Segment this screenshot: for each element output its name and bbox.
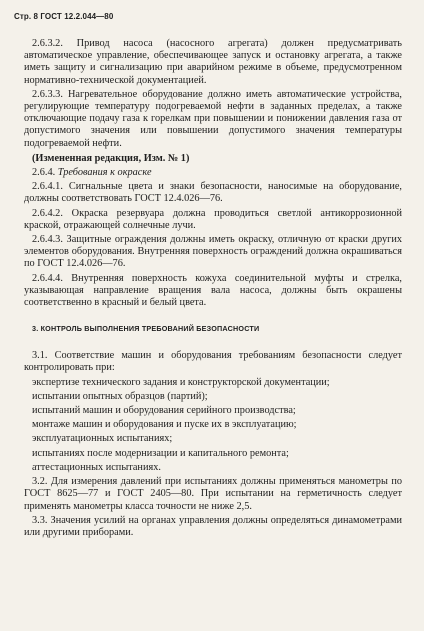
paragraph-3-2: 3.2. Для измерения давлений при испытаниях должны применяться манометры по ГОСТ 8625—77 и ГОСТ 2405—80. При испытании на герметичность следует применять манометры класса точности не ниже 2,5. — [24, 476, 402, 512]
section-title-3: 3. КОНТРОЛЬ ВЫПОЛНЕНИЯ ТРЕБОВАНИЙ БЕЗОПАСНОСТИ — [32, 324, 260, 334]
list-item: эксплуатационных испытаниях; — [32, 433, 173, 445]
list-item: экспертизе технического задания и конструкторской документации; — [32, 376, 330, 388]
paragraph-2-6-4-1: 2.6.4.1. Сигнальные цвета и знаки безопасности, наносимые на оборудование, должны соответствовать ГОСТ 12.4.026—76. — [24, 181, 402, 205]
paragraph-2-6-3-2: 2.6.3.2. Привод насоса (насосного агрегата) должен предусматривать автоматическое управление, обеспечивающее запуск и остановку агрегата, а также иметь защиту и сигнализацию при аварийном режиме в объеме, предусмотренном нормативно-технической документацией. — [24, 38, 402, 86]
paragraph-3-3: 3.3. Значения усилий на органах управления должны определяться динамометрами или другими приборами. — [24, 514, 402, 538]
subsection-number: 2.6.4. — [32, 167, 56, 179]
amendment-note: (Измененная редакция, Изм. № 1) — [32, 152, 190, 164]
paragraph-2-6-4-2: 2.6.4.2. Окраска резервуара должна проводиться светлой антикоррозионной краской, отражающей солнечные лучи. — [24, 207, 402, 231]
list-item: испытаний машин и оборудования серийного производства; — [32, 405, 296, 417]
list-item: испытании опытных образцов (партий); — [32, 390, 208, 402]
list-item: аттестационных испытаниях. — [32, 461, 161, 473]
paragraph-2-6-4-4: 2.6.4.4. Внутренняя поверхность кожуха соединительной муфты и стрелка, указывающая направление вращения вала насоса, должны быть окрашены соответственно в красный и белый цвета. — [24, 272, 402, 309]
subsection-title: Требования к окраске — [57, 167, 152, 179]
list-item: испытаниях после модернизации и капитального ремонта; — [32, 447, 289, 459]
subsection-heading-2-6-4 — [24, 167, 402, 179]
list-item: монтаже машин и оборудования и пуске их в эксплуатацию; — [32, 419, 297, 431]
paragraph-2-6-3-3: 2.6.3.3. Нагревательное оборудование должно иметь автоматические устройства, регулирующие температуру подогреваемой нефти в заданных пределах, а также отключающие подачу газа к горелкам при повышении и понижении давления газа от допустимого значения или повышении допустимого значения температуры подогреваемой нефти. — [24, 88, 402, 149]
paragraph-3-1-intro: 3.1. Соответствие машин и оборудования требованиям безопасности следует контролировать при: — [24, 350, 402, 374]
paragraph-2-6-4-3: 2.6.4.3. Защитные ограждения должны иметь окраску, отличную от краски других элементов оборудования. Внутренняя поверхность ограждений должна окрашиваться по ГОСТ 12.4.026—76. — [24, 234, 402, 270]
page-header: Стр. 8 ГОСТ 12.2.044—80 — [14, 12, 114, 21]
